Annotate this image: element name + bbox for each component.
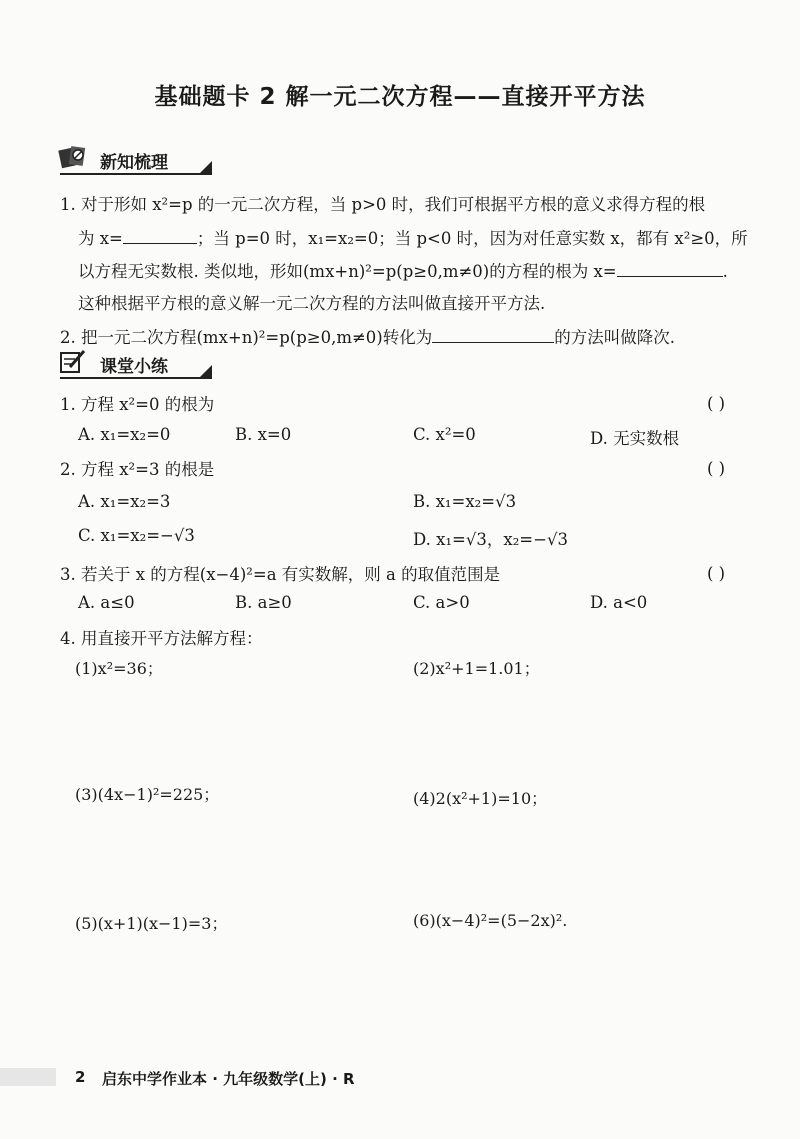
p1-option-b[interactable]: B. x=0 (235, 425, 292, 444)
p3-answer-paren[interactable]: ( ) (707, 564, 726, 583)
answer-blank-1[interactable] (123, 243, 197, 244)
p4-part-3: (3)(4x−1)²=225； (75, 785, 220, 804)
answer-area-1[interactable] (70, 682, 390, 772)
page-number: 2 (75, 1068, 86, 1086)
p4-part-1: (1)x²=36； (75, 659, 163, 678)
q2-after: 的方法叫做降次. (554, 328, 675, 347)
answer-area-6[interactable] (408, 940, 748, 1040)
p3-stem: 3. 若关于 x 的方程(x−4)²=a 有实数解，则 a 的取值范围是 (60, 565, 501, 584)
answer-area-4[interactable] (408, 810, 748, 900)
q2-line (60, 324, 675, 348)
p2-option-a[interactable]: A. x₁=x₂=3 (78, 492, 171, 511)
p4-part-5: (5)(x+1)(x−1)=3； (75, 914, 228, 933)
answer-blank-2[interactable] (617, 276, 723, 277)
q1-line1: 1. 对于形如 x²=p 的一元二次方程，当 p>0 时，我们可根据平方根的意义求得方程的根 (60, 195, 706, 214)
q1-line4: 这种根据平方根的意义解一元二次方程的方法叫做直接开平方法. (78, 294, 546, 313)
q1-line3 (78, 258, 728, 282)
page-title: 基础题卡 2 解一元二次方程——直接开平方法 (154, 84, 646, 110)
p2-option-b[interactable]: B. x₁=x₂=√3 (413, 492, 517, 511)
p4-part-2: (2)x²+1=1.01； (413, 659, 540, 678)
section-triangle (200, 161, 212, 173)
p3-option-b[interactable]: B. a≥0 (235, 593, 292, 612)
q2-before: 2. 把一元二次方程(mx+n)²=p(p≥0,m≠0)转化为 (60, 328, 433, 347)
answer-area-3[interactable] (70, 810, 390, 900)
answer-area-2[interactable] (408, 682, 748, 772)
p4-part-4: (4)2(x²+1)=10； (413, 789, 548, 808)
section-icon-pencil (58, 347, 88, 375)
p1-answer-paren[interactable]: ( ) (707, 394, 726, 413)
p4-stem: 4. 用直接开平方法解方程： (60, 629, 263, 648)
p4-part-6: (6)(x−4)²=(5−2x)². (413, 911, 568, 930)
p1-option-a[interactable]: A. x₁=x₂=0 (78, 425, 171, 444)
p1-option-d[interactable]: D. 无实数根 (590, 429, 680, 448)
section-title-practice: 课堂小练 (100, 357, 168, 377)
section-icon-book (58, 143, 90, 171)
notebook-pencil-icon (58, 347, 88, 375)
q1-line3-b: . (722, 262, 728, 281)
book-icon (58, 143, 90, 171)
q1-line2 (78, 225, 748, 249)
q1-line2-b: ；当 p=0 时，x₁=x₂=0；当 p<0 时，因为对任意实数 x，都有 x²≥0，所 (196, 229, 748, 248)
section-title-new-knowledge: 新知梳理 (100, 153, 168, 173)
p3-option-d[interactable]: D. a<0 (590, 593, 648, 612)
answer-area-5[interactable] (70, 940, 390, 1040)
section-triangle (200, 365, 212, 377)
section-underline (60, 173, 212, 175)
footer-book-title: 启东中学作业本 · 九年级数学(上) · R (102, 1070, 355, 1088)
p3-option-a[interactable]: A. a≤0 (78, 593, 135, 612)
p2-stem: 2. 方程 x²=3 的根是 (60, 460, 215, 479)
q1-line2-a: 为 x= (78, 229, 123, 248)
p3-option-c[interactable]: C. a>0 (413, 593, 470, 612)
footer-gray-tab (0, 1068, 56, 1086)
p1-stem: 1. 方程 x²=0 的根为 (60, 395, 215, 414)
p2-answer-paren[interactable]: ( ) (707, 459, 726, 478)
p1-option-c[interactable]: C. x²=0 (413, 425, 476, 444)
p2-option-d[interactable]: D. x₁=√3，x₂=−√3 (413, 530, 568, 549)
p2-option-c[interactable]: C. x₁=x₂=−√3 (78, 526, 195, 545)
section-underline (60, 377, 212, 379)
q1-line3-a: 以方程无实数根. 类似地，形如(mx+n)²=p(p≥0,m≠0)的方程的根为 x= (78, 262, 617, 281)
answer-blank-3[interactable] (432, 342, 554, 343)
